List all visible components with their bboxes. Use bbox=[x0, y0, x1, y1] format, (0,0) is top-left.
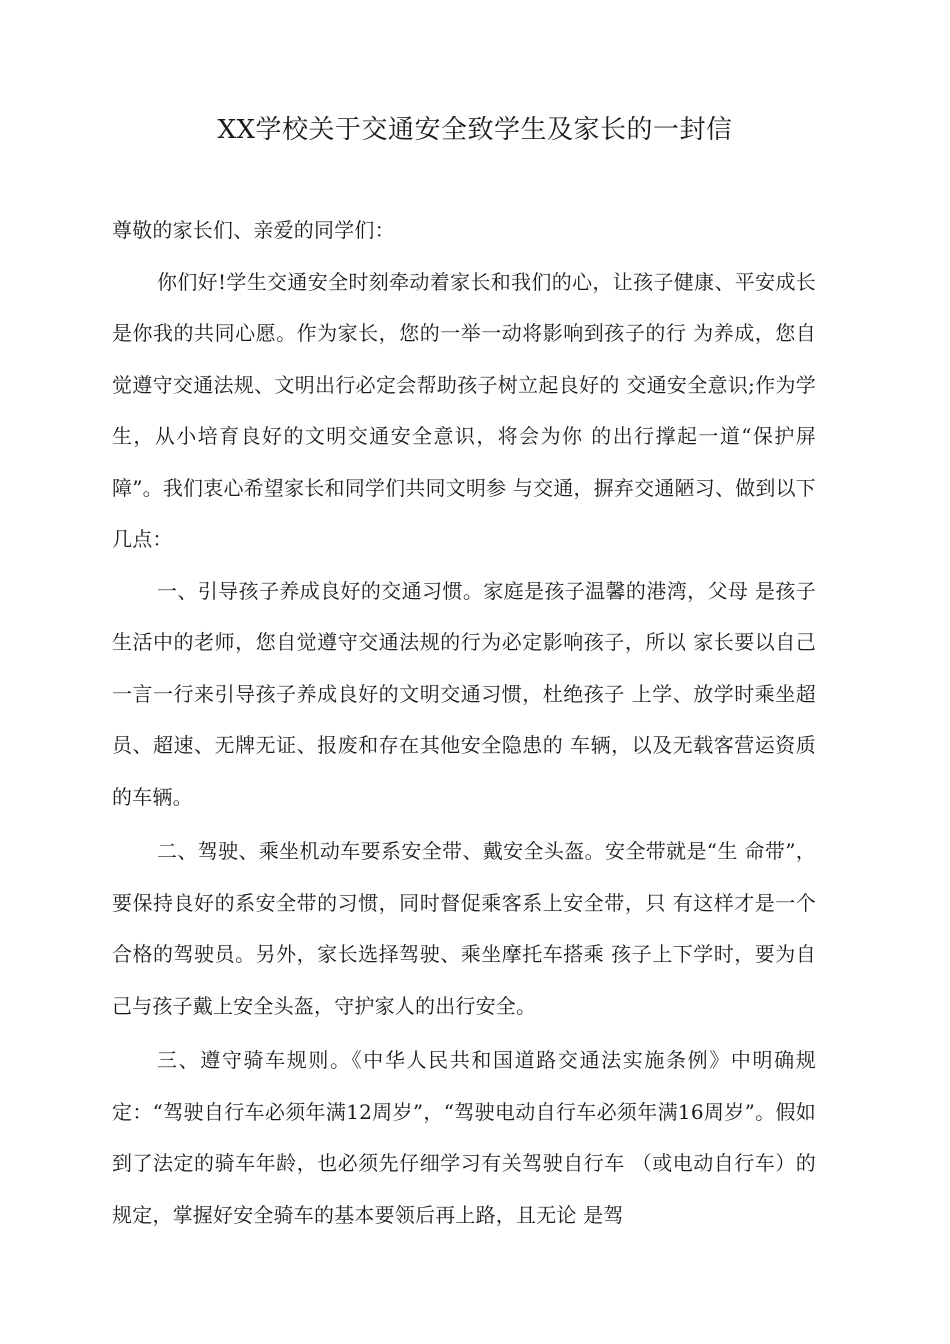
paragraph-greeting: 你们好!学生交通安全时刻牵动着家长和我们的心，让孩子健康、平安成长是你我的共同心愿。作为家长，您的一举一动将影响到孩子的行 为养成，您自觉遵守交通法规、文明出行必定会帮助孩子树立起良好的 交通安全意识;作为学生，从小培育良好的文明交通安全意识，将会为你 的出行撑起一道“保护屏障”。我们衷心希望家长和同学们共同文明参 与交通，摒弃交通陋习、做到以下几点： bbox=[112, 269, 816, 551]
document-body bbox=[112, 205, 816, 1241]
salutation: 尊敬的家长们、亲爱的同学们： bbox=[112, 218, 395, 242]
document-title: XX学校关于交通安全致学生及家长的一封信 bbox=[217, 115, 733, 145]
paragraph-point-two: 二、驾驶、乘坐机动车要系安全带、戴安全头盔。安全带就是“生 命带”，要保持良好的系安全带的习惯，同时督促乘客系上安全带，只 有这样才是一个合格的驾驶员。另外，家长选择驾驶、乘坐摩托车搭乘 孩子上下学时，要为自己与孩子戴上安全头盔，守护家人的出行安全。 bbox=[112, 839, 816, 1018]
paragraph-point-three: 三、遵守骑车规则。《中华人民共和国道路交通法实施条例》中明确规定：“驾驶自行车必须年满12周岁”，“驾驶电动自行车必须年满16周岁”。假如到了法定的骑车年龄，也必须先仔细学习有关驾驶自行车 （或电动自行车）的规定，掌握好安全骑车的基本要领后再上路，且无论 是驾 bbox=[112, 1048, 816, 1227]
paragraph-point-one: 一、引导孩子养成良好的交通习惯。家庭是孩子温馨的港湾，父母 是孩子生活中的老师，您自觉遵守交通法规的行为必定影响孩子，所以 家长要以自己一言一行来引导孩子养成良好的文明交通习惯，杜绝孩子 上学、放学时乘坐超员、超速、无牌无证、报废和存在其他安全隐患的 车辆，以及无载客营运资质的车辆。 bbox=[112, 578, 816, 809]
